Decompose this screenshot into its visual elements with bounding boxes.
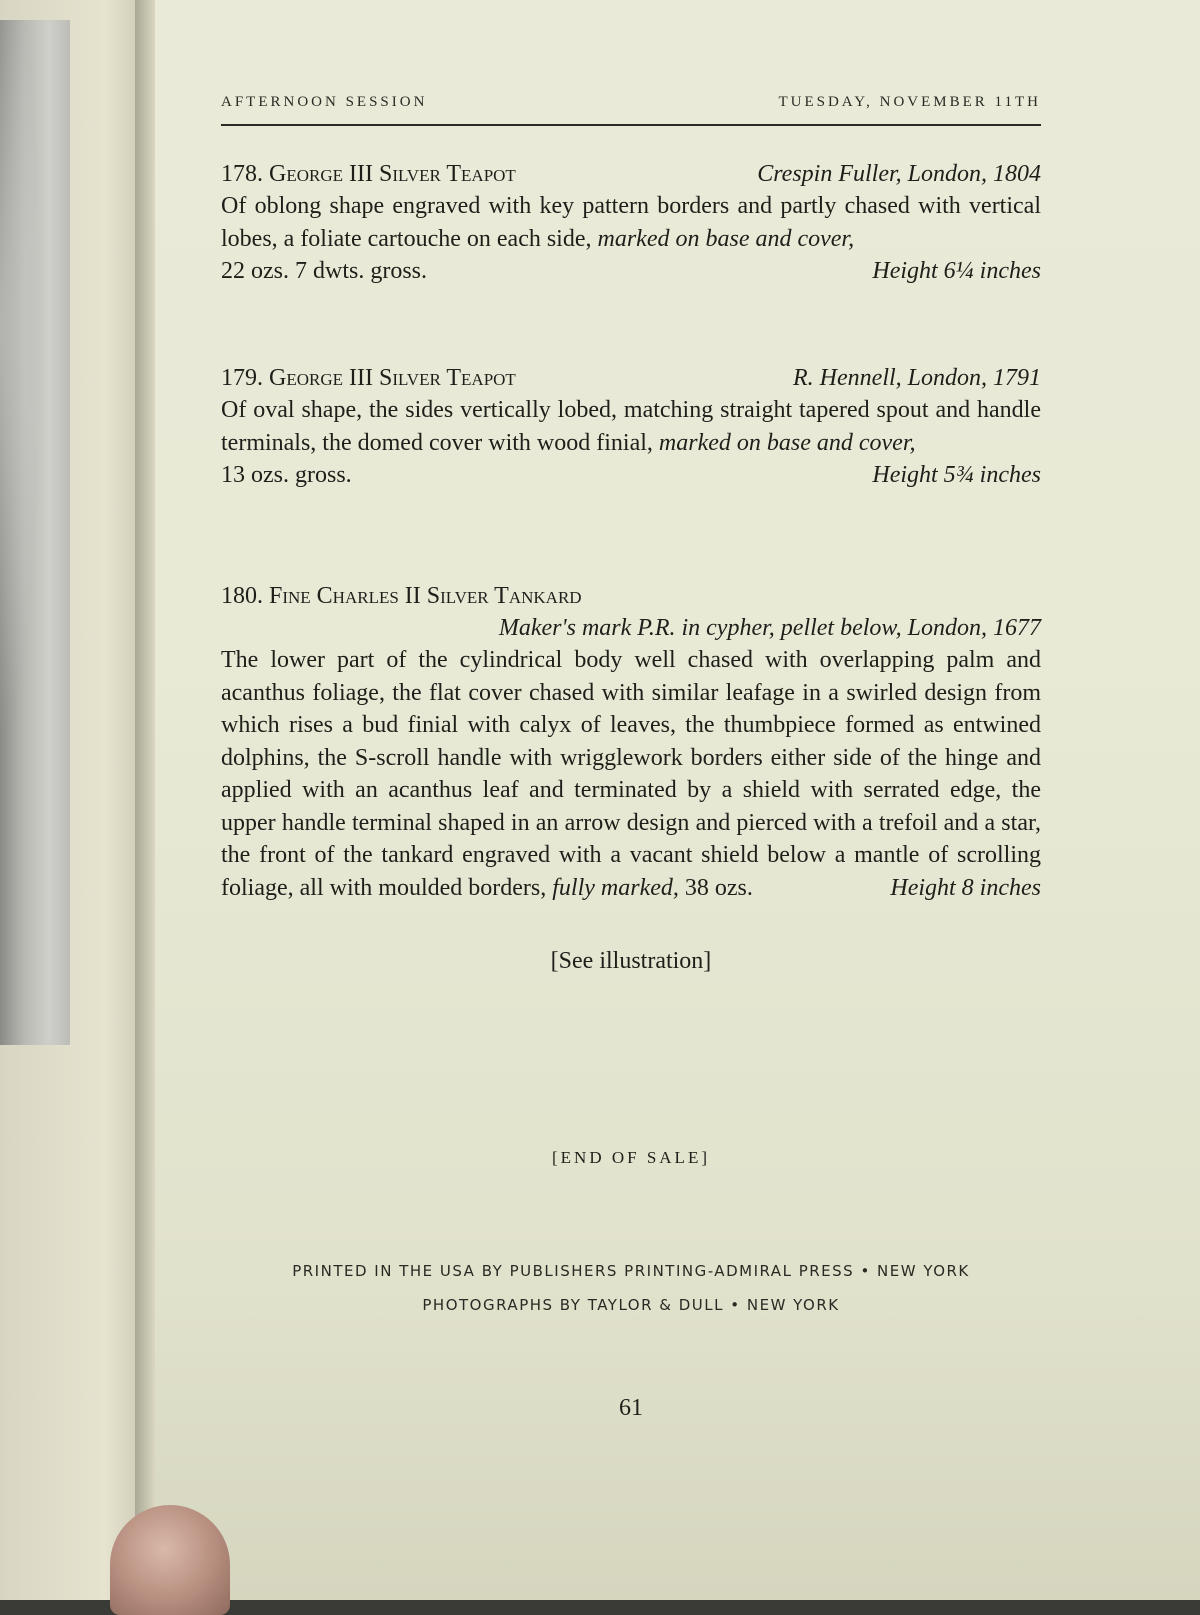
lot-description — [221, 644, 1041, 904]
lot-179 — [221, 362, 1041, 491]
lot-height-line — [221, 872, 1041, 904]
lot-height: Height 6¼ inches — [872, 258, 1041, 284]
lot-weight-height — [221, 459, 1041, 491]
running-head-right: TUESDAY, NOVEMBER 11TH — [778, 94, 1041, 110]
lot-marks: marked on base and cover, — [658, 429, 916, 456]
lot-height: Height 8 inches — [890, 875, 1041, 901]
lot-heading — [221, 580, 1041, 612]
header-rule — [221, 124, 1041, 126]
thumb — [110, 1505, 230, 1615]
colophon-printer: PRINTED IN THE USA BY PUBLISHERS PRINTING-ADMIRAL PRESS • NEW YORK — [292, 1262, 970, 1280]
lot-180 — [221, 580, 1041, 904]
lot-178 — [221, 158, 1041, 287]
colophon-photographer: PHOTOGRAPHS BY TAYLOR & DULL • NEW YORK — [422, 1296, 840, 1314]
end-of-sale: [END OF SALE] — [552, 1148, 710, 1167]
see-illustration-note: [See illustration] — [550, 948, 712, 974]
facing-page — [0, 0, 150, 1600]
lot-weight-height — [221, 255, 1041, 287]
lot-title: Fine Charles II Silver Tankard — [269, 583, 582, 609]
lot-description — [221, 190, 1041, 255]
lot-heading — [221, 362, 1041, 394]
lot-weight: 13 ozs. gross. — [221, 462, 352, 488]
lot-description-text: Of oblong shape engraved with key pattern borders and partly chased with vertical lobes, a foliate cartouche on each side, — [221, 193, 1041, 252]
lot-heading — [221, 158, 1041, 190]
facing-page-photograph — [0, 20, 70, 1045]
photograph-highlight — [0, 20, 70, 1045]
lot-marks: marked on base and cover, — [597, 225, 855, 252]
lot-description-text: The lower part of the cylindrical body well chased with overlapping palm and acanthus foliage, the flat cover chased with similar leafage in a swirled design from which rises a bud finial with calyx of leaves, the thumbpiece formed as entwined dolphins, the S-scroll handle with wrigglework borders either side of the hinge and applied with an acanthus leaf and terminated by a shield with serrated edge, the upper handle terminal shaped in an arrow design and pierced with a trefoil and a star, the front of the tankard engraved with a vacant shield below a mantle of scrolling foliage, all with moulded borders, — [221, 647, 1041, 901]
lot-description-text: Of oval shape, the sides vertically lobed, matching straight tapered spout and handle terminals, the domed cover with wood finial, — [221, 397, 1041, 456]
catalogue-page — [155, 0, 1200, 1600]
lot-title: George III Silver Teapot — [269, 365, 516, 391]
page-number: 61 — [619, 1395, 643, 1421]
running-head — [221, 88, 1041, 124]
lot-number: 180. — [221, 583, 263, 609]
lot-marks: fully marked, — [552, 874, 679, 901]
running-head-left: AFTERNOON SESSION — [221, 94, 428, 110]
lot-number: 179. — [221, 365, 263, 391]
lot-weight: 38 ozs. — [684, 874, 753, 901]
lot-maker: Maker's mark P.R. in cypher, pellet below, London, 1677 — [498, 615, 1041, 641]
lot-maker: R. Hennell, London, 1791 — [793, 365, 1041, 391]
lot-description — [221, 394, 1041, 459]
lot-weight: 22 ozs. 7 dwts. gross. — [221, 258, 428, 284]
lot-maker: Crespin Fuller, London, 1804 — [757, 161, 1041, 187]
page-content — [221, 0, 1041, 1600]
lot-title: George III Silver Teapot — [269, 161, 516, 187]
lot-height: Height 5¾ inches — [872, 462, 1041, 488]
lot-number: 178. — [221, 161, 263, 187]
